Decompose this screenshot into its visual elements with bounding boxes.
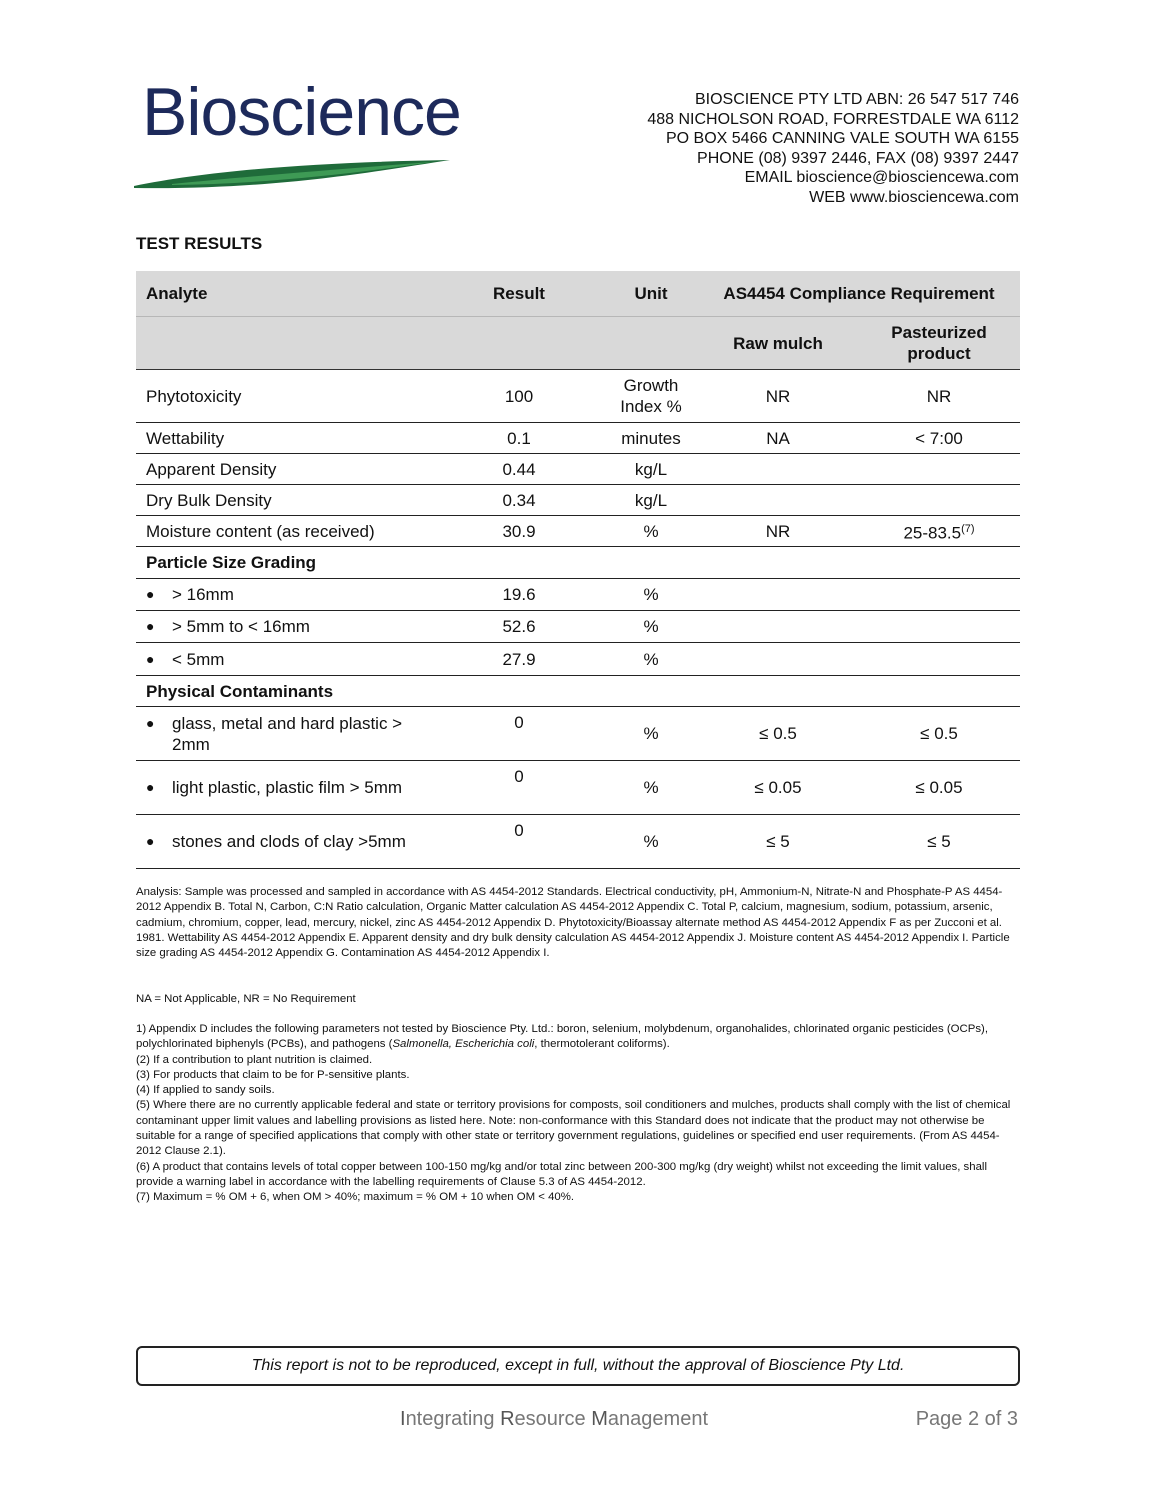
- bullet-icon: ●: [146, 833, 155, 849]
- section-row: [136, 676, 1020, 707]
- cell-analyte: Dry Bulk Density: [136, 485, 434, 516]
- cell-unit: Growth Index %: [604, 370, 698, 423]
- cell-result: 0: [434, 761, 604, 815]
- analysis-note: [136, 885, 1020, 961]
- logo-text: Bioscience: [142, 74, 461, 150]
- bioscience-logo: [132, 74, 462, 202]
- leaf-icon: [132, 142, 457, 202]
- table-row: [136, 485, 1020, 516]
- footnotes: [136, 1022, 1020, 1206]
- header-analyte: Analyte: [136, 271, 434, 317]
- cell-analyte: light plastic, plastic film > 5mm: [172, 778, 403, 797]
- cell-result: 100: [434, 370, 604, 423]
- bullet-icon: ●: [146, 779, 155, 795]
- cell-analyte: Physical Contaminants: [136, 676, 434, 707]
- company-line: 488 NICHOLSON ROAD, FORRESTDALE WA 6112: [647, 110, 1019, 128]
- table-row: [136, 761, 1020, 815]
- footnote-3: (3) For products that claim to be for P-sensitive plants.: [136, 1068, 410, 1081]
- cell-unit: %: [604, 611, 698, 643]
- cell-result: 0: [434, 815, 604, 869]
- table-row: [136, 815, 1020, 869]
- table-row: [136, 579, 1020, 611]
- cell-raw: [698, 485, 858, 516]
- header-unit: Unit: [604, 271, 698, 317]
- bullet-icon: ●: [146, 618, 155, 634]
- moisture-limit: 25-83.5: [903, 523, 962, 543]
- cell-unit: %: [604, 761, 698, 815]
- cell-raw: ≤ 0.5: [698, 707, 858, 761]
- cell-pasteurized: ≤ 5: [858, 815, 1020, 869]
- cell-unit: %: [604, 516, 698, 547]
- cell-analyte: Wettability: [136, 423, 434, 454]
- header-pasteurized: Pasteurized product: [858, 317, 1020, 370]
- table-row: [136, 370, 1020, 423]
- cell-pasteurized: NR: [858, 370, 1020, 423]
- cell-unit: %: [604, 707, 698, 761]
- tagline: Integrating Resource Management: [400, 1408, 708, 1430]
- table-row: [136, 611, 1020, 643]
- company-line: WEB www.biosciencewa.com: [809, 188, 1019, 206]
- cell-pasteurized: [858, 516, 1020, 547]
- cell-result: 0: [434, 707, 604, 761]
- cell-analyte: Apparent Density: [136, 454, 434, 485]
- footnote-5: (5) Where there are no currently applicable federal and state or territory provisions for composts, soil conditioners and mulches, products shall comply with the list of chemical contaminant upper limit values and labelling provisions as listed here. Note: non-conformance with this Standard does not indicate that the product may not otherwise be suitable for a range of specified applications that comply with other state or territory government regulations, guidelines or specified end user requirements. (From AS 4454-2012 Clause 2.1).: [136, 1099, 1011, 1158]
- footnote-ref: (7): [961, 522, 975, 535]
- cell-raw: NR: [698, 370, 858, 423]
- company-details: [647, 90, 1019, 208]
- company-line: PHONE (08) 9397 2446, FAX (08) 9397 2447: [697, 149, 1019, 167]
- table-row: [136, 423, 1020, 454]
- cell-unit: kg/L: [604, 485, 698, 516]
- cell-result: 27.9: [434, 643, 604, 676]
- table-row: [136, 707, 1020, 761]
- page-number: Page 2 of 3: [915, 1408, 1018, 1430]
- cell-result: 0.1: [434, 423, 604, 454]
- footnote-2: (2) If a contribution to plant nutrition is claimed.: [136, 1053, 373, 1066]
- header-row: [136, 271, 1020, 317]
- cell-pasteurized: [858, 454, 1020, 485]
- cell-result: 19.6: [434, 579, 604, 611]
- cell-raw: NA: [698, 423, 858, 454]
- cell-analyte: < 5mm: [172, 649, 225, 669]
- cell-result: 30.9: [434, 516, 604, 547]
- abbreviation-text: NA = Not Applicable, NR = No Requirement: [136, 993, 356, 1005]
- cell-analyte: Phytotoxicity: [136, 370, 434, 423]
- header-result: Result: [434, 271, 604, 317]
- table-row: [136, 516, 1020, 547]
- cell-unit: %: [604, 579, 698, 611]
- bullet-icon: ●: [146, 650, 155, 667]
- cell-unit: %: [604, 815, 698, 869]
- table-row: [136, 454, 1020, 485]
- section-row: [136, 547, 1020, 579]
- cell-pasteurized: ≤ 0.05: [858, 761, 1020, 815]
- header-raw-mulch: Raw mulch: [698, 317, 858, 370]
- cell-raw: ≤ 5: [698, 815, 858, 869]
- footnote-7: (7) Maximum = % OM + 6, when OM > 40%; maximum = % OM + 10 when OM < 40%.: [136, 1191, 575, 1204]
- cell-result: 0.34: [434, 485, 604, 516]
- analysis-text: Analysis: Sample was processed and sampled in accordance with AS 4454-2012 Standards. Electrical conductivity, pH, Ammonium-N, Nitrate-N and Phosphate-P AS 4454-2012 Appendix B. Total N, Carbon, C:N Ratio calculation, Organic Matter calculation AS 4454-2012 Appendix C. Total P, calcium, magnesium, sodium, potassium, arsenic, cadmium, chromium, copper, lead, mercury, nickel, zinc AS 4454-2012 Appendix D. Phytotoxicity/Bioassay alternate method AS 4454-2012 Appendix F as per Zucconi et al. 1981. Wettability AS 4454-2012 Appendix E. Apparent density and dry bulk density calculation AS 4454-2012 Appendix J. Moisture content AS 4454-2012 Appendix I. Particle size grading AS 4454-2012 Appendix G. Contamination AS 4454-2012 Appendix I.: [136, 886, 1010, 960]
- results-table: [136, 271, 1020, 869]
- footnote-1: 1) Appendix D includes the following parameters not tested by Bioscience Pty. Ltd.: boron, selenium, molybdenum, organohalides, chlorinated organic pesticides (OCPs), polychlorinated biphenyls (PCBs), and pathogens (Salmonella, Escherichia coli, thermotolerant coliforms).: [136, 1023, 989, 1051]
- cell-unit: %: [604, 643, 698, 676]
- subheader-row: [136, 317, 1020, 370]
- cell-pasteurized: < 7:00: [858, 423, 1020, 454]
- cell-raw: ≤ 0.05: [698, 761, 858, 815]
- bullet-icon: ●: [146, 586, 155, 602]
- cell-pasteurized: [858, 485, 1020, 516]
- abbreviation-note: [136, 992, 1020, 1007]
- company-line: BIOSCIENCE PTY LTD ABN: 26 547 517 746: [694, 91, 1019, 108]
- cell-analyte: Particle Size Grading: [136, 547, 434, 579]
- cell-pasteurized: ≤ 0.5: [858, 707, 1020, 761]
- table-row: [136, 643, 1020, 676]
- bullet-icon: ●: [146, 714, 155, 731]
- footnote-4: (4) If applied to sandy soils.: [136, 1084, 275, 1097]
- cell-result: 0.44: [434, 454, 604, 485]
- cell-analyte: > 5mm to < 16mm: [172, 617, 310, 636]
- disclaimer-box: This report is not to be reproduced, except in full, without the approval of Bioscience Pty Ltd.: [136, 1346, 1020, 1386]
- cell-raw: [698, 454, 858, 485]
- company-line: PO BOX 5466 CANNING VALE SOUTH WA 6155: [665, 130, 1019, 148]
- cell-analyte: > 16mm: [172, 585, 234, 604]
- cell-result: 52.6: [434, 611, 604, 643]
- cell-unit: kg/L: [604, 454, 698, 485]
- header-compliance: AS4454 Compliance Requirement: [698, 271, 1020, 317]
- cell-unit: minutes: [604, 423, 698, 454]
- section-title: TEST RESULTS: [136, 234, 263, 253]
- cell-raw: NR: [698, 516, 858, 547]
- cell-analyte: Moisture content (as received): [136, 516, 434, 547]
- company-line: EMAIL bioscience@biosciencewa.com: [744, 169, 1019, 187]
- cell-analyte: glass, metal and hard plastic > 2mm: [172, 713, 403, 754]
- footnote-6: (6) A product that contains levels of total copper between 100-150 mg/kg and/or total zinc between 200-300 mg/kg (dry weight) whilst not exceeding the limit values, shall provide a warning label in accordance with the labelling requirements of Clause 5.3 of AS 4454-2012.: [136, 1160, 987, 1188]
- cell-analyte: stones and clods of clay >5mm: [172, 832, 406, 851]
